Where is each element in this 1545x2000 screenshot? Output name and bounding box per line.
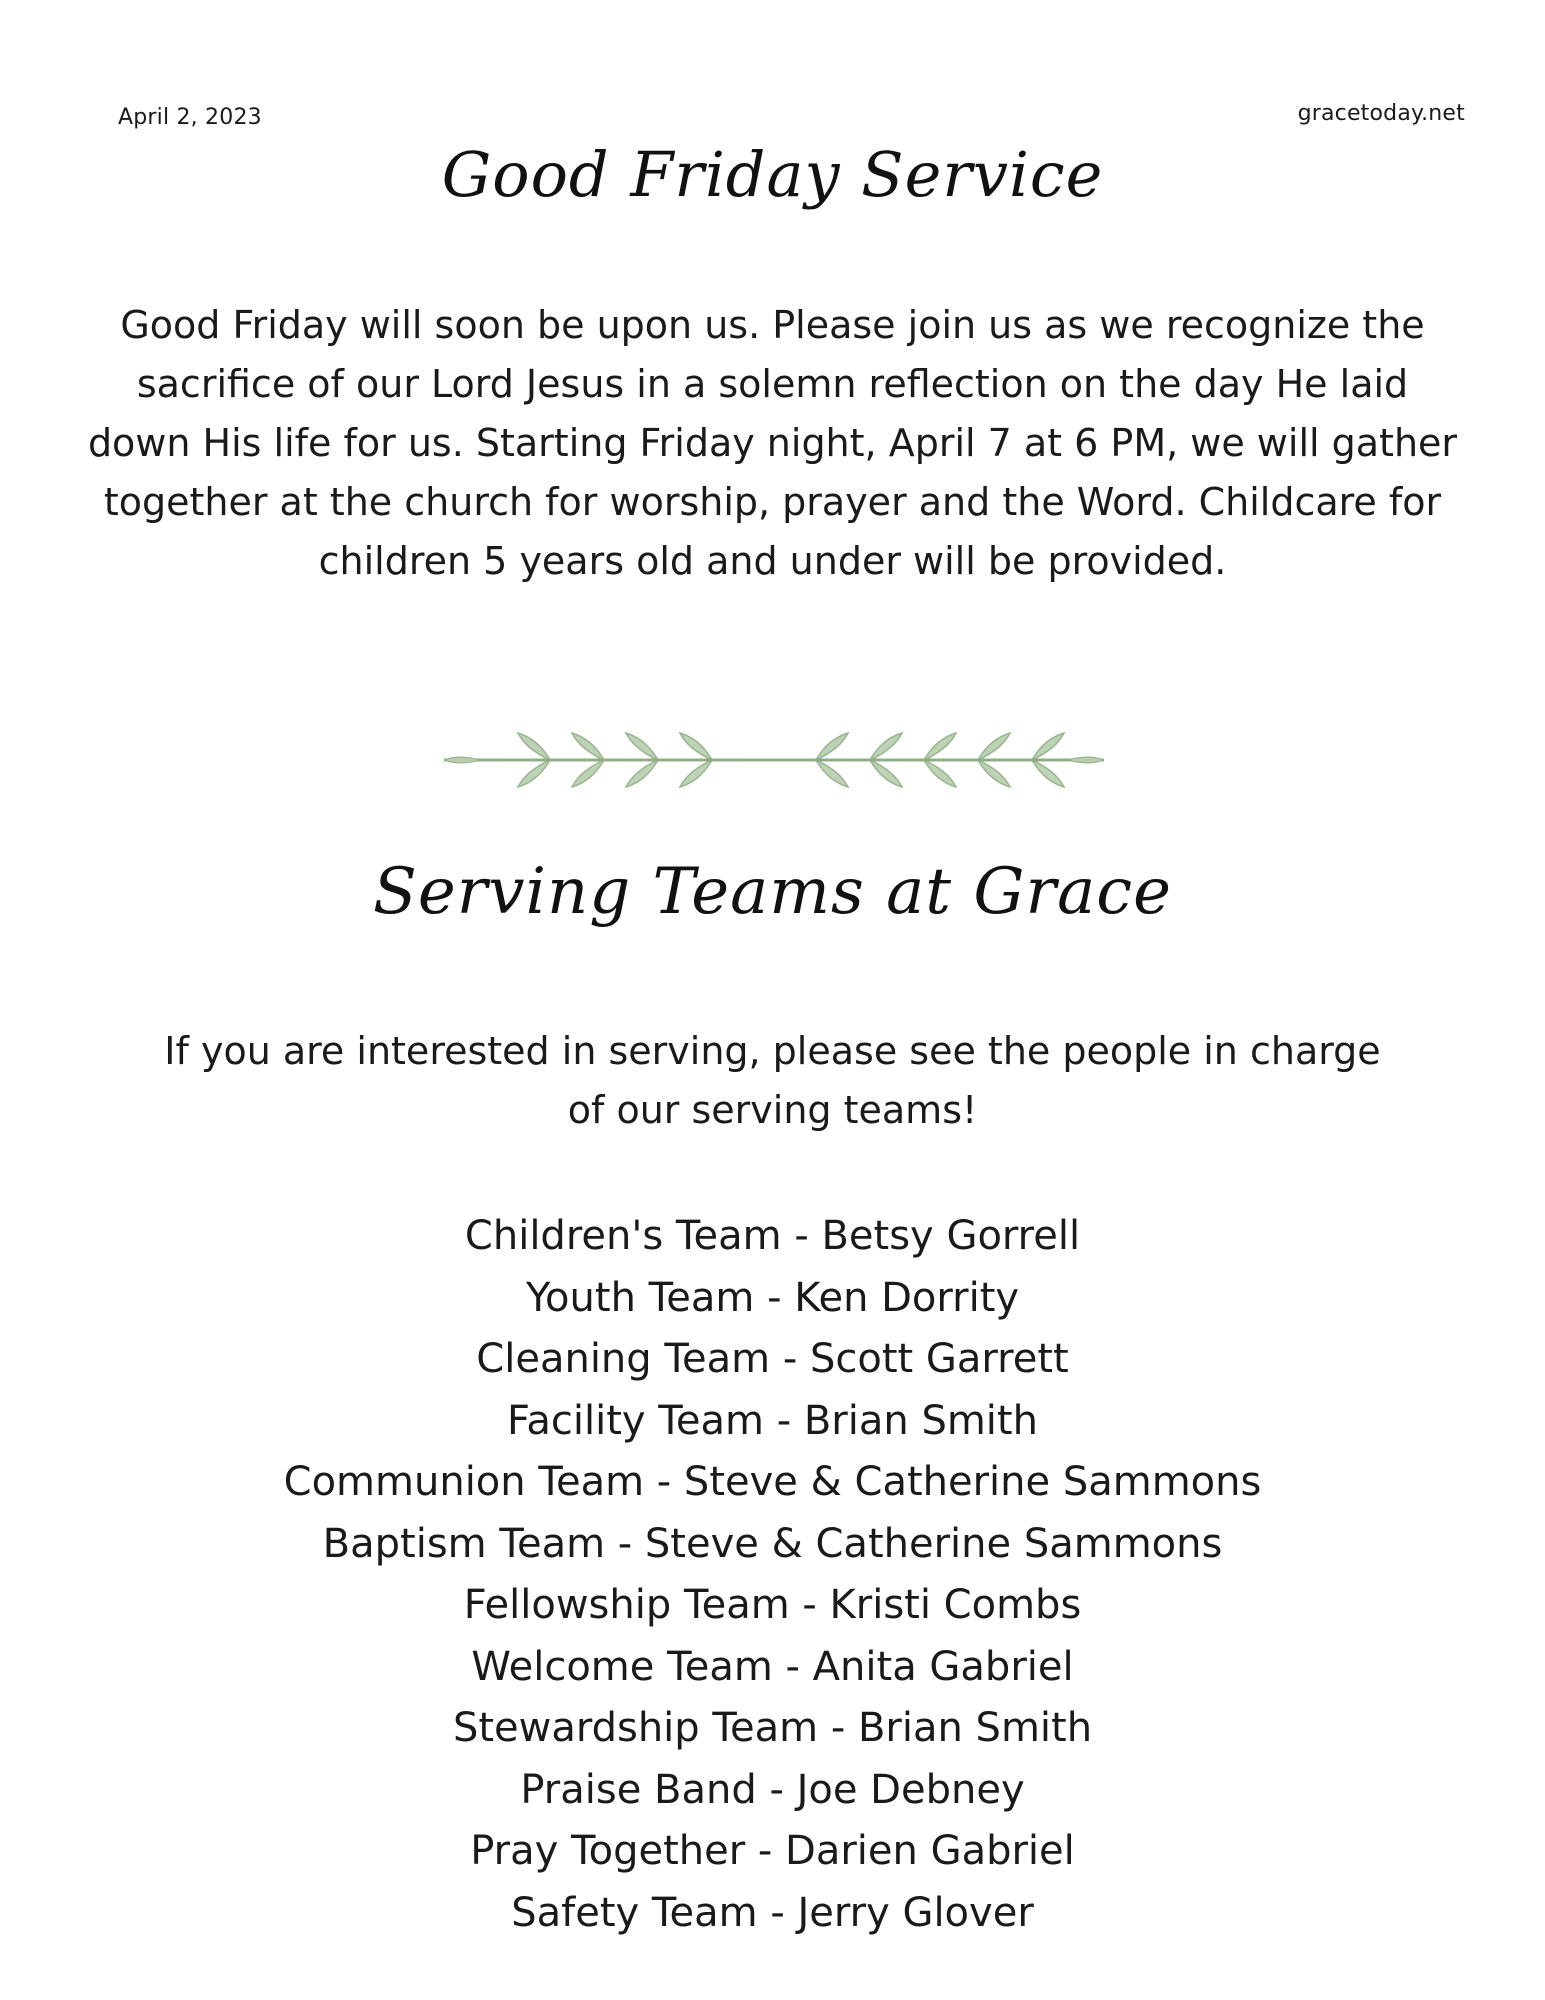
team-item: Stewardship Team - Brian Smith <box>452 1705 1093 1751</box>
olive-branch-icon <box>444 715 1104 805</box>
team-item: Children's Team - Betsy Gorrell <box>464 1213 1081 1259</box>
good-friday-paragraph: Good Friday will soon be upon us. Please join us as we recognize the sacrifice of our Lord Jesus in a solemn reflection on the day He laid down His life for us. Starting Friday night, April 7 at 6 PM, we will gather together at the church for worship, prayer and the Word. Childcare for children 5 years old and under will be provided. <box>87 303 1458 583</box>
team-item: Youth Team - Ken Dorrity <box>525 1274 1020 1321</box>
team-item: Cleaning Team - Scott Garrett <box>476 1336 1069 1382</box>
serving-intro-text: If you are interested in serving, please see the people in charge of our serving teams! <box>164 1029 1381 1132</box>
serving-teams-title: Serving Teams at Grace <box>373 855 1172 929</box>
good-friday-title: Good Friday Service <box>441 138 1104 211</box>
page-date: April 2, 2023 <box>118 105 262 130</box>
team-item: Pray Together - Darien Gabriel <box>470 1828 1075 1874</box>
team-item: Baptism Team - Steve & Catherine Sammons <box>322 1520 1223 1567</box>
team-item: Communion Team - Steve & Catherine Sammons <box>283 1459 1262 1505</box>
website-url: gracetoday.net <box>1297 101 1465 126</box>
team-item: Welcome Team - Anita Gabriel <box>471 1643 1074 1690</box>
serving-team-list <box>0 1206 1545 1944</box>
team-item: Praise Band - Joe Debney <box>520 1766 1025 1813</box>
team-item: Safety Team - Jerry Glover <box>511 1889 1034 1936</box>
team-item: Fellowship Team - Kristi Combs <box>463 1582 1082 1628</box>
team-item: Facility Team - Brian Smith <box>507 1397 1038 1444</box>
